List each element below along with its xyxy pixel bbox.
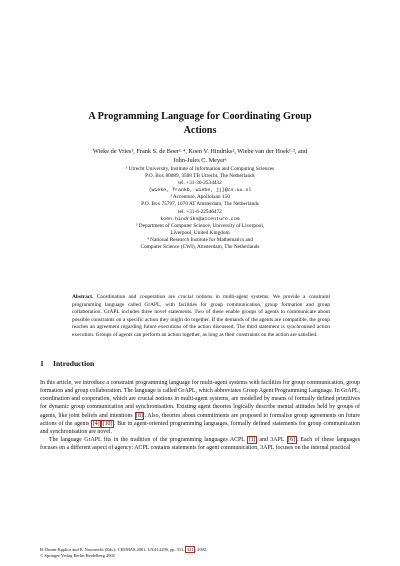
affiliation-cwi bbox=[70, 237, 330, 251]
author-list bbox=[40, 147, 360, 165]
affiliation-line: ³ Department of Computer Science, University of Liverpool, bbox=[135, 222, 265, 229]
section-number: 1 bbox=[40, 359, 44, 368]
authors-line-1: Wieke de Vries¹, Frank S. de Boer¹·⁴, Koen V. Hindriks², Wiebe van der Hoek¹·³, and bbox=[92, 148, 308, 155]
text-run: B. Dunin-Kęplicz and E. Nawarecki (Eds.): CEEMAS 2001, LNAI 2296, pp. 313– bbox=[40, 547, 186, 552]
citation-link[interactable]: [8] bbox=[136, 412, 143, 419]
title-line-1: A Programming Language for Coordinating Group bbox=[88, 111, 312, 122]
affiliation-line: ¹ Utrecht University, Institute of Information and Computing Sciences bbox=[125, 166, 275, 172]
footer-copyright: © Springer-Verlag Berlin Heidelberg 2002 bbox=[40, 553, 115, 558]
paragraph bbox=[40, 436, 360, 452]
text-run: . Each of these languages focuses on a different aspect of agency: ACPL contains statements for agent communication, 3APL focuses on the internal practical bbox=[40, 437, 361, 452]
affiliation-email: {wieke, frankb, wiebe, jj}@cs.uu.nl bbox=[148, 188, 252, 194]
affiliation-line: Computer Science (CWI), Amsterdam, The Netherlands bbox=[140, 244, 260, 251]
text-run: , 2002. bbox=[195, 547, 208, 552]
citation-link[interactable]: [10] bbox=[102, 420, 113, 427]
title-line-2: Actions bbox=[183, 125, 217, 136]
paper-title bbox=[70, 110, 330, 138]
text-run: . Also, theories about commitments are proposed to formalise group agreements on future actions of the agents bbox=[40, 412, 360, 427]
section-heading bbox=[40, 359, 94, 368]
affiliation-line: P.O. Box 75797, 1070 AT Amsterdam, The Netherlands bbox=[141, 201, 259, 208]
page-footer bbox=[40, 547, 360, 559]
citation-link[interactable]: [1] bbox=[248, 437, 256, 444]
authors-line-2: John-Jules C. Meyer¹ bbox=[173, 157, 227, 164]
affiliation-utrecht bbox=[70, 166, 330, 194]
text-run: . But in agent-oriented programming languages, formally defined statements for group communication and synchronisation are novel. bbox=[40, 420, 360, 435]
affiliations bbox=[70, 166, 330, 251]
affiliation-line: ² Accenture, Apollolaan 150 bbox=[170, 194, 230, 201]
page-range-link[interactable]: 321 bbox=[186, 547, 194, 552]
affiliation-liverpool bbox=[70, 223, 330, 237]
affiliation-line: tel. +31-6-22546472 bbox=[178, 208, 222, 215]
citation-link[interactable]: [4] bbox=[92, 420, 100, 427]
abstract bbox=[72, 294, 330, 339]
affiliation-line: tel. +31-30-2534432 bbox=[178, 180, 222, 187]
citation-link[interactable]: [6] bbox=[288, 437, 296, 444]
section-title: Introduction bbox=[53, 359, 95, 368]
text-run: The language GrAPL fits in the tradition of the programming languages ACPL bbox=[49, 437, 248, 444]
body-text bbox=[40, 379, 360, 452]
abstract-text: Coordination and cooperation are crucial notions in multi-agent systems. We provide a constraint programming language called GrAPL, with facilities for group communication, group formation and group collaboration. GrAPL includes three novel statements. Two of these enable groups of agents to communicate about possible constraints on a specific action they might do together. If the demands of the agents are compatible, the group reaches an agreement regarding future executions of the action discussed. The third statement is synchronised action execution. Groups of agents can perform an action together, as long as their constraints on the action are satisfied. bbox=[72, 294, 330, 338]
affiliation-line: ⁴ National Research Institute for Mathematics and bbox=[147, 236, 253, 243]
affiliation-line: Liverpool, United Kingdom bbox=[170, 229, 230, 236]
text-run: and 3APL bbox=[257, 437, 287, 444]
affiliation-line: P.O. Box 80089, 3508 TB Utrecht, The Netherlands bbox=[145, 173, 255, 180]
text-run: In this article, we introduce a constraint programming language for multi-agent systems with facilities for group communication, group formation and group collaboration. The language is called GrAPL, which abbreviates Group Agent Programming Language. In GrAPL, coordination and cooperation, which are crucial notions in multi-agent systems, are modelled by means of formally defined primitives for dynamic group communication and synchronisation. Existing agent theories logically describe mental attitudes held by groups of agents, like joint beliefs and intentions bbox=[40, 380, 360, 419]
paragraph bbox=[40, 379, 360, 436]
abstract-label: Abstract. bbox=[72, 294, 94, 300]
affiliation-email: koen.hindriks@accenture.com bbox=[160, 216, 240, 222]
affiliation-accenture bbox=[70, 194, 330, 222]
